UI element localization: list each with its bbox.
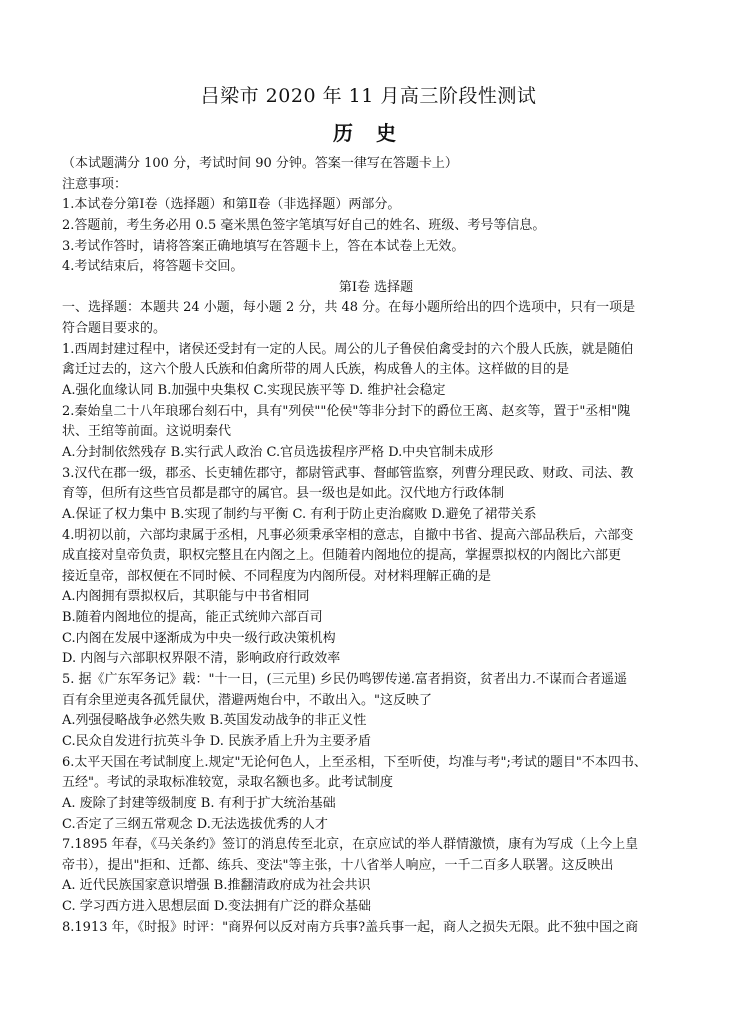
question-text: 百有余里逆夷各孤凭鼠伏，潜避两炮台中，不敢出入。"这反映了 [62,692,432,708]
question-options: A.强化血缘认同 B.加强中央集权 C.实现民族平等 D. 维护社会稳定 [62,383,446,399]
question-text: 8.1913 年，《时报》时评："商界何以反对南方兵事?盖兵事一起，商人之损失无限。此不独中国之商 [62,919,639,935]
question-text: 4.明初以前，六部均隶属于丞相，凡事必须秉承宰相的意志，自撤中书省、提高六部品秩后，六部变 [62,527,634,543]
exam-info-line: （本试题满分 100 分，考试时间 90 分钟。答案一律写在答题卡上） [62,156,458,171]
question-text: 禽迁过去的，这六个殷人氏族和伯禽所带的周人氏族，构成鲁人的主体。这样做的目的是 [62,362,570,378]
question-text: 3.汉代在郡一级，郡丞、长吏辅佐郡守，都尉管武事、督邮管监察，列曹分理民政、财政、司法、教 [62,465,634,481]
question-options: A.分封制依然残存 B.实行武人政治 C.官员选拔程序严格 D.中央官制未成形 [62,444,494,460]
question-text: 1.西周封建过程中，诸侯还受封有一定的人民。周公的儿子鲁侯伯禽受封的六个殷人氏族，就是随伯 [62,341,634,357]
question-options: C. 学习西方进入思想层面 D.变法拥有广泛的群众基础 [62,899,371,915]
exam-title: 吕梁市 2020 年 11 月高三阶段性测试 [200,85,537,107]
question-options: A.列强侵略战争必然失败 B.英国发动战争的非正义性 [62,713,367,729]
question-text: 状、王绾等前面。这说明秦代 [62,424,232,440]
question-options: C.否定了三纲五常观念 D.无法选拔优秀的人才 [62,816,328,832]
question-options: A.保证了权力集中 B.实现了制约与平衡 C. 有利于防止吏治腐败 D.避免了裙带关系 [62,506,537,522]
option-c: C.内阁在发展中逐渐成为中央一级行政决策机构 [62,630,336,646]
section-instructions: 符合题目要求的。 [62,321,167,337]
question-text: 6.太平天国在考试制度上.规定"无论何色人，上至丞相，下至听使，均准与考";考试的题目"不本四书、 [62,754,647,770]
note-item: 3.考试作答时，请将答案正确地填写在答题卡上，答在本试卷上无效。 [62,238,465,254]
note-item: 4.考试结束后，将答题卡交回。 [62,259,244,275]
subject-heading: 历 史 [333,121,404,145]
option-d: D. 内阁与六部职权界限不清，影响政府行政效率 [62,651,341,667]
section-instructions: 一、选择题：本题共 24 小题，每小题 2 分，共 48 分。在每小题所给出的四个选项中，只有一项是 [62,300,636,316]
option-a: A.内阁拥有票拟权后，其职能与中书省相同 [62,589,310,605]
question-text: 育等，但所有这些官员都是郡守的属官。县一级也是如此。汉代地方行政体制 [62,486,505,502]
question-text: 7.1895 年春，《马关条约》签订的消息传至北京，在京应试的举人群情激愤，康有为写成（上今上皇 [62,837,639,853]
option-b: B.随着内阁地位的提高，能正式统帅六部百司 [62,610,323,626]
note-item: 1.本试卷分第Ⅰ卷（选择题）和第Ⅱ卷（非选择题）两部分。 [62,197,401,213]
question-text: 成直接对皇帝负责，职权完整且在内阁之上。但随着内阁地位的提高，掌握票拟权的内阁比六部更 [62,548,622,564]
question-text: 2.秦始皇二十八年琅琊台刻石中，具有"列侯""伦侯"等非分封下的爵位王离、赵亥等，置于"丞相"隗 [62,403,631,419]
question-options: A. 近代民族国家意识增强 B.推翻清政府成为社会共识 [62,878,371,894]
question-text: 五经"。考试的录取标准较宽，录取名额也多。此考试制度 [62,775,393,791]
question-text: 5. 据《广东军务记》载："十一日，(三元里) 乡民仍鸣锣传递.富者捐资，贫者出力.不谋而合者遥遥 [62,672,628,688]
section-heading: 第Ⅰ卷 选择题 [338,279,414,295]
question-text: 帝书），提出"拒和、迁都、练兵、变法"等主张，十八省举人响应，一千二百多人联署。这反映出 [62,857,614,873]
question-options: C.民众自发进行抗英斗争 D. 民族矛盾上升为主要矛盾 [62,733,371,749]
question-options: A. 废除了封建等级制度 B. 有利于扩大统治基础 [62,795,336,811]
exam-body [62,154,690,938]
question-text: 接近皇帝，部权便在不同时候、不同程度为内阁所侵。对材料理解正确的是 [62,568,492,584]
note-item: 2.答题前，考生务必用 0.5 毫米黑色签字笔填写好自己的姓名、班级、考号等信息。 [62,217,546,233]
notes-heading: 注意事项： [62,176,128,192]
